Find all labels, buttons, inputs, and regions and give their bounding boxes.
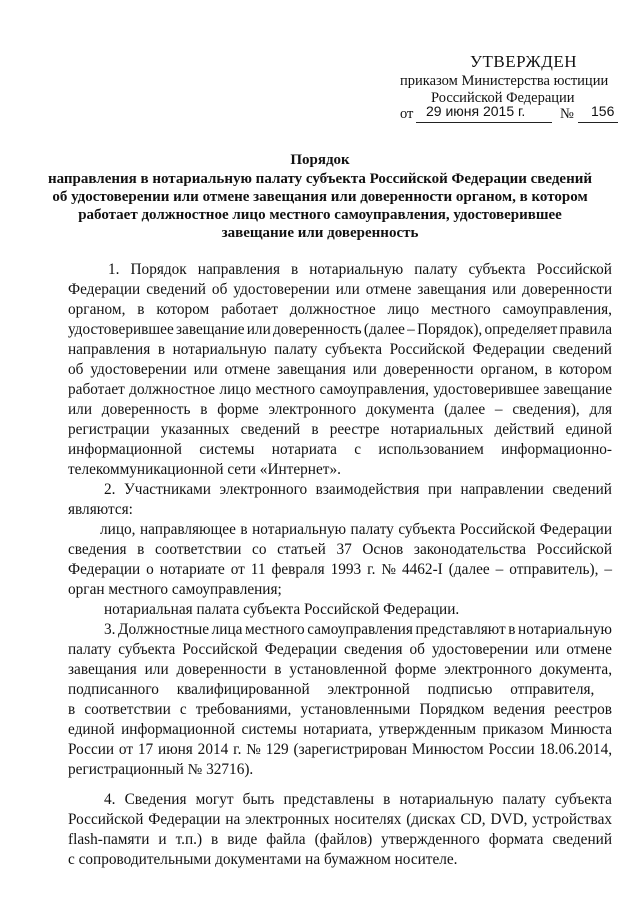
paragraph-line: об удостоверении или отмене завещания или доверенности органом, в котором <box>68 361 612 378</box>
paragraph-line: нотариальная палата субъекта Российской Федерации. <box>104 601 460 618</box>
paragraph-line: 1. Порядок направления в нотариальную палату субъекта Российской <box>108 261 612 278</box>
number-underline <box>578 122 618 123</box>
paragraph-line: органом, в котором работает должностное лицо местного самоуправления, <box>68 301 613 318</box>
paragraph-line: удостоверившее завещание или доверенность (далее – Порядок), определяет правила <box>68 321 612 338</box>
paragraph-line: телекоммуникационной сети «Интернет». <box>68 461 341 478</box>
paragraph-line: лицо, направляющее в нотариальную палату субъекта Российской Федерации <box>100 521 613 538</box>
document-title-line: работает должностное лицо местного самоуправления, удостоверившее <box>78 207 562 223</box>
paragraph-line: Федерации сведений об удостоверении или отмене завещания или доверенности <box>68 281 613 298</box>
paragraph-line: единой информационной системы нотариата, утвержденным приказом Минюста <box>68 721 612 738</box>
paragraph-line: орган местного самоуправления; <box>68 581 282 598</box>
document-title: Порядок <box>290 152 350 168</box>
paragraph-line: палату субъекта Российской Федерации сведения об удостоверении или отмене <box>68 641 612 658</box>
paragraph-line: регистрации указанных сведений в реестре нотариальных действий единой <box>68 421 613 438</box>
paragraph-line: работает должностное лицо местного самоуправления, удостоверившее завещание <box>68 381 612 398</box>
paragraph-line: регистрационный № 32716). <box>68 761 254 778</box>
paragraph-line: Российской Федерации на электронных носителях (дисках CD, DVD, устройствах <box>68 811 613 828</box>
approved-by-line: приказом Министерства юстиции <box>400 73 609 89</box>
paragraph-line: в соответствии с требованиями, установленными Порядком ведения реестров <box>68 701 612 718</box>
date-underline <box>416 122 552 123</box>
paragraph-line: России от 17 июня 2014 г. № 129 (зарегистрирован Минюстом России 18.06.2014, <box>68 741 613 758</box>
paragraph-line: информационной системы нотариата с использованием информационно- <box>68 441 613 458</box>
approved-heading: УТВЕРЖДЕН <box>470 52 577 71</box>
paragraph-line: 3. Должностные лица местного самоуправления представляют в нотариальную <box>104 621 612 638</box>
order-number: 156 <box>591 103 615 119</box>
paragraph-line: 4. Сведения могут быть представлены в нотариальную палату субъекта <box>104 791 612 808</box>
paragraph-line: завещания или доверенности в установленной форме электронного документа, <box>68 661 613 678</box>
paragraph-line: 2. Участниками электронного взаимодействия при направлении сведений <box>104 481 612 498</box>
paragraph-line: являются: <box>68 501 133 518</box>
paragraph-line: или доверенность в форме электронного документа (далее – сведения), для <box>68 401 612 418</box>
document-title-line: об удостоверении или отмене завещания или доверенности органом, в котором <box>52 189 588 205</box>
document-title-line: завещание или доверенность <box>221 225 419 241</box>
paragraph-line: Федерации о нотариате от 11 февраля 1993 г. № 4462-I (далее – отправитель), – <box>68 561 613 578</box>
paragraph-line: с сопроводительными документами на бумажном носителе. <box>68 851 458 868</box>
paragraph-line: сведения в соответствии со статьей 37 Основ законодательства Российской <box>68 541 613 558</box>
order-date: 29 июня 2015 г. <box>426 103 526 119</box>
date-label: от <box>400 106 414 122</box>
paragraph-line: подписанного квалифицированной электронной подписью отправителя, <box>68 681 595 698</box>
approved-by-line-2: Российской Федерации <box>431 90 575 106</box>
document-title-line: направления в нотариальную палату субъекта Российской Федерации сведений <box>47 171 593 187</box>
paragraph-line: направления в нотариальную палату субъекта Российской Федерации сведений <box>68 341 612 358</box>
paragraph-line: flash-памяти и т.п.) в виде файла (файлов) утвержденного формата сведений <box>68 831 613 848</box>
number-label: № <box>560 106 574 122</box>
